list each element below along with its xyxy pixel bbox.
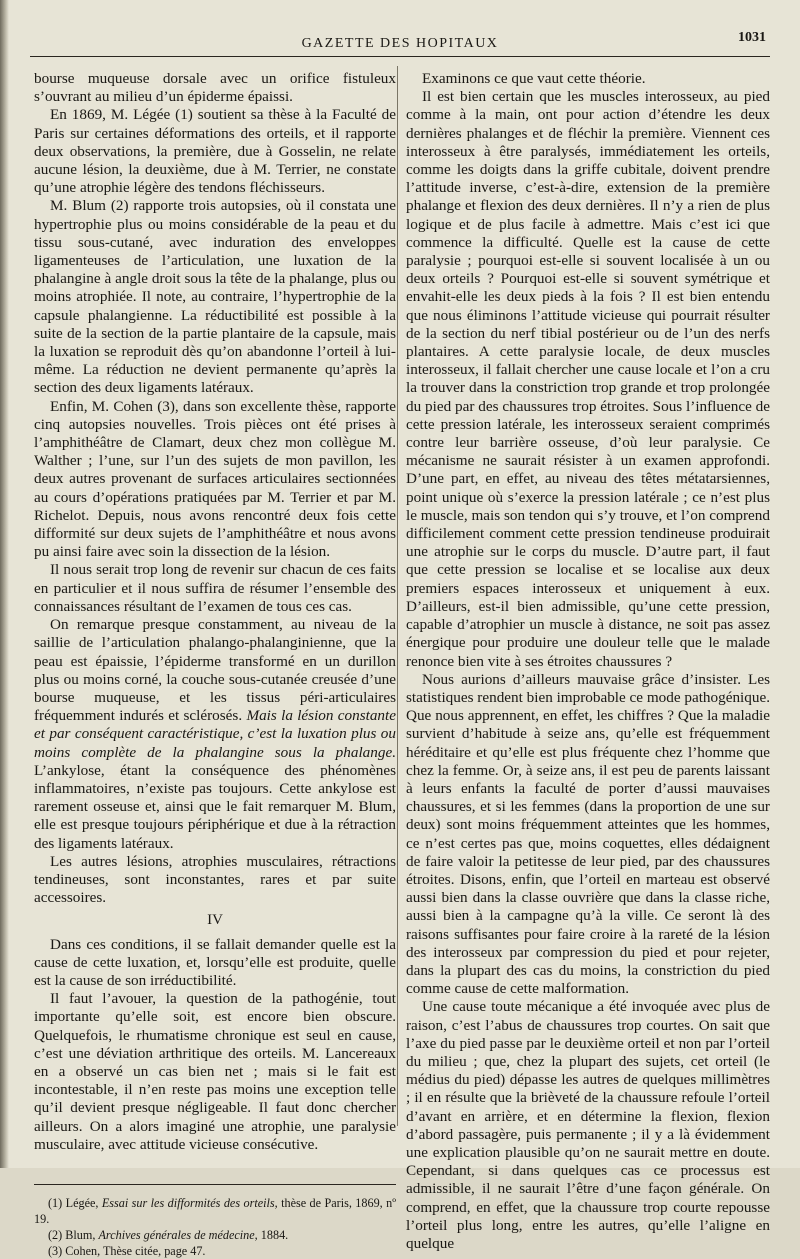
paragraph: En 1869, M. Légée (1) soutient sa thèse à la Faculté de Paris sur certaines déformations des orteils, et il rapporte deux observations, la première, due à Gosselin, ne relate aucune lésion, la deuxième, due à M. Terrier, ne constate qu’une atrophie légère des tendons fléchisseurs. (34, 106, 396, 197)
paragraph: Examinons ce que vaut cette théorie. (422, 70, 646, 87)
footnote: (3) Cohen, Thèse citée, page 47. (48, 1243, 206, 1258)
paragraph: Les autres lésions, atrophies musculaires, rétractions tendineuses, sont inconstantes, rares et par suite accessoires. (34, 852, 396, 907)
page-header-title: GAZETTE DES HOPITAUX (301, 36, 499, 51)
footnote-title: Archives générales de médecine, (98, 1227, 258, 1242)
paragraph: Il faut l’avouer, la question de la pathogénie, tout importante qu’elle soit, est encore bien obscure. Quelquefois, le rhumatisme chronique est seul en cause, c’est une déviation arthritique des orteils. M. Lancereaux en a observé un cas bien net ; mais si le fait est incontestable, il n’en reste pas moins une exception telle qu’il devient presque négligeable. Il faut donc chercher ailleurs. On a alors imaginé une atrophie, une paralysie musculaire, avec attitude vicieuse consécutive. (34, 990, 396, 1153)
footnotes (34, 1195, 396, 1259)
paragraph: Dans ces conditions, il se fallait demander quelle est la cause de cette luxation, et, lorsqu’elle est produite, quelle est la cause de son irréductibilité. (34, 935, 396, 989)
paragraph: Nous aurions d’ailleurs mauvaise grâce d’insister. Les statistiques rendent bien improbable ce mode pathogénique. Que nous apprennent, en effet, les chiffres ? Que la maladie survient d’habitude à seize ans, qu’elle est fréquemment héréditaire et qu’elle est plus fréquente chez l’homme que chez la femme. Or, à seize ans, il est peu de parents laissant à leurs enfants la faculté de porter d’aussi mauvaises chaussures, et si les femmes (dans la proportion de une sur deux) sont moins fréquemment atteintes que les hommes, ce n’est certes pas que, moins coquettes, elles dédaignent de faire valoir la petitesse de leur pied, par des chaussures étroites. Disons, enfin, que l’orteil en marteau est observé aussi bien dans la classe ouvrière que dans la classe riche, aussi bien à la campagne qu’à la ville. Ce seront là des raisons suffisantes pour faire croire à la rareté de la lésion des interosseux par compression du pied et pour rejeter, dans la plupart des cas du moins, la constriction du pied comme cause de cette malformation. (406, 670, 770, 998)
left-column (34, 70, 396, 1259)
paragraph: Il est bien certain que les muscles interosseux, au pied comme à la main, ont pour action d’étendre les deux dernières phalanges et de fléchir la première. Viennent ces interosseux à être paralysés, immédiatement les orteils, comme les doigts dans la griffe cubitale, doivent prendre l’attitude inverse, c’est-à-dire, extension de la première phalange et flexion des deux dernières. Il n’y a rien de plus logique et de plus facile à admettre. Mais c’est ici que commence la difficulté. Quelle est la cause de cette paralysie ; pourquoi est-elle si souvent localisée à un ou deux orteils ? Pourquoi est-elle si souvent symétrique et envahit-elle les deux pieds à la fois ? Il est bien entendu que nous éliminons l’attitude vicieuse qui pourrait résulter de la section du nerf tibial postérieur ou de l’un des nerfs plantaires. A cette paralysie locale, de deux muscles interosseux, il fallait chercher une cause locale et l’on a cru la trouver dans la constriction trop grande et trop prolongée du pied par des chaussures trop étroites. Sous l’influence de cette pression latérale, les interosseux seraient comprimés contre leur barrière osseuse, d’où leur paralysie. Ce mécanisme ne saurait résister à un examen approfondi. D’une part, en effet, au niveau des têtes métatarsiennes, point unique où s’exerce la pression latérale ; ce n’est plus le muscle, mais son tendon qui s’y trouve, et l’on comprend difficilement comment cette pression tendineuse produirait une atrophie sur le corps du muscle. D’autre part, il faut que cette pression se localise et se localise aux deux premiers espaces interosseux et uniquement à eux. D’ailleurs, est-il bien admissible, qu’une cette pression, capable d’atrophier un muscle à distance, ne soit pas assez énergique pour produire une douleur telle que le malade renonce bien vite à ses étroites chaussures ? (406, 88, 770, 670)
binding-edge (0, 0, 9, 1168)
footnote (34, 1195, 396, 1227)
paragraph: M. Blum (2) rapporte trois autopsies, où il constata une hypertrophie plus ou moins considérable de la peau et du tissu sous-cutané, avec induration des enveloppes ligamenteuses de l’articulation, une luxation de la phalangine à angle droit sous la tête de la phalange, plus ou moins atrophiée. Il note, au contraire, l’hypertrophie de la capsule phalangienne. La réductibilité est possible à la suite de la section de la partie plantaire de la capsule, mais la luxation se reproduit dès qu’on abandonne l’orteil à lui-même. La réduction ne devient permanente qu’après la section des deux ligaments latéraux. (34, 197, 396, 397)
right-column (406, 70, 770, 1253)
footnote-text: 1884. (260, 1227, 289, 1242)
section-heading: IV (207, 912, 223, 929)
footnote-text: (1) Légée, (48, 1195, 99, 1210)
page-number: 1031 (738, 30, 766, 45)
footnote-title: Essai sur les difformités des orteils, (101, 1195, 278, 1210)
emphasized-text: Mais la lésion constante et par conséquent caractéristique, c’est la luxation plus ou moins complète de la phalangine sous la phalange. (34, 707, 396, 761)
paragraph-text: L’ankylose, étant la conséquence des phénomènes inflammatoires, n’existe pas toujours. Cette ankylose est rarement osseuse et, ainsi que le fait remarquer M. Blum, elle est presque toujours périphérique et due à la rétraction des ligaments latéraux. (34, 761, 396, 852)
footnote-text: thèse de Paris, 1869, nº 19. (34, 1195, 397, 1226)
paragraph: Une cause toute mécanique a été invoquée avec plus de raison, c’est l’abus de chaussures trop courtes. On sait que l’axe du pied passe par le deuxième orteil et non par l’orteil du milieu ; que, chez la plupart des sujets, cet orteil (le médius du pied) dépasse les autres de quelques millimètres ; il en résulte que la brièveté de la chaussure refoule l’orteil d’avant en arrière, et en détermine la flexion, flexion d’abord passagère, puis permanente ; il y a là évidemment une explication plausible qu’on ne saurait mettre en doute. Cependant, si dans quelques cas ce processus est admissible, il ne saurait l’être d’une façon générale. On comprend, en effet, que la chaussure trop courte repousse l’orteil plus long, entre les autres, qu’elle l’aligne en quelque (406, 998, 770, 1252)
footnote (34, 1227, 396, 1243)
paragraph (34, 616, 396, 853)
header-rule (30, 56, 770, 57)
paragraph: Enfin, M. Cohen (3), dans son excellente thèse, rapporte cinq autopsies nouvelles. Trois pièces ont été prises à l’amphithéâtre de Clamart, deux chez mon collègue M. Walther ; l’une, sur l’un des sujets de mon pavillon, les deux autres provenant de surfaces articulaires sectionnées au cours d’opérations pratiquées par M. Terrier et par M. Richelot. Depuis, nous avons rencontré deux fois cette difformité sur deux sujets de l’amphithéâtre et nous avons pu ainsi faire avec soin la dissection de la lésion. (34, 397, 396, 561)
column-divider (397, 66, 398, 1126)
footnote-text: (2) Blum, (48, 1227, 96, 1242)
paragraph-text: On remarque presque constamment, au niveau de la saillie de l’articulation phalango-phalanginienne, que la peau est épaissie, l’épiderme transformé en un durillon plus ou moins corné, la couche sous-cutanée creusée d’une bourse muqueuse, et les tissus péri-articulaires fréquemment indurés et sclérosés. (34, 616, 396, 725)
paragraph: bourse muqueuse dorsale avec un orifice fistuleux s’ouvrant au milieu d’un épiderme épaissi. (34, 70, 396, 106)
footnote-rule (34, 1184, 396, 1185)
paragraph: Il nous serait trop long de revenir sur chacun de ces faits en particulier et il nous suffira de résumer l’ensemble des connaissances résultant de l’examen de tous ces cas. (34, 561, 396, 615)
